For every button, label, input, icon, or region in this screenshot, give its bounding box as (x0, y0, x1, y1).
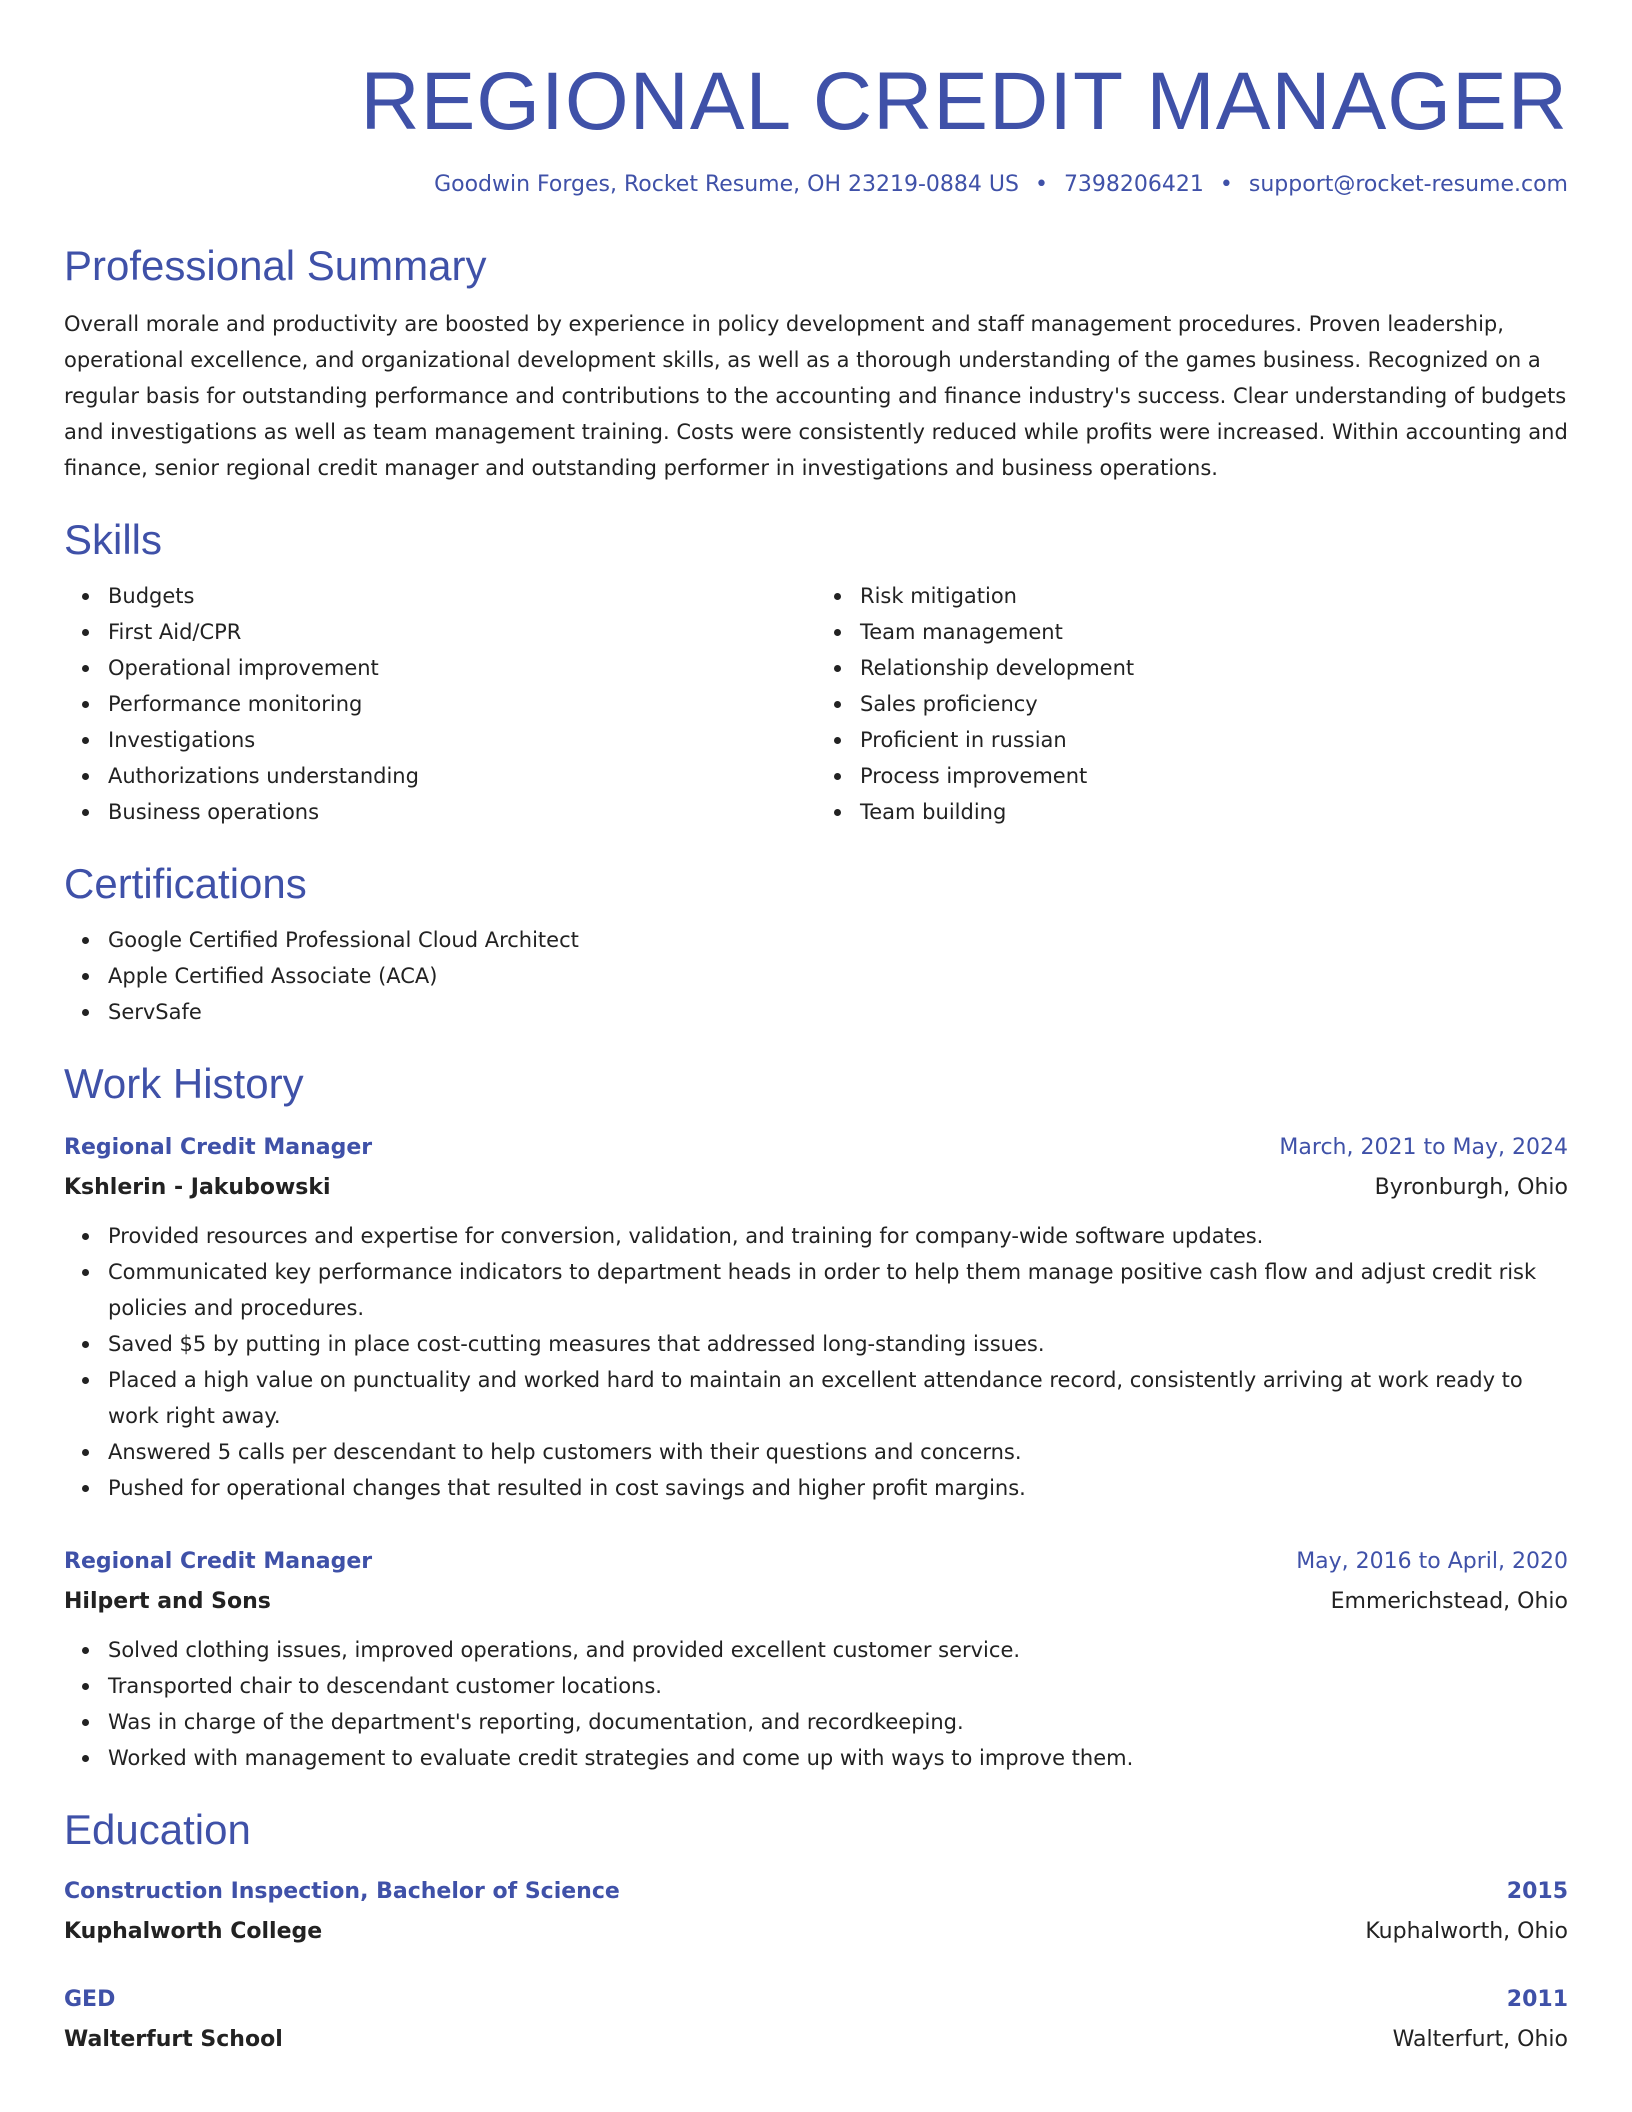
education-school: Kuphalworth College (64, 1919, 323, 1944)
contact-line (64, 170, 1568, 200)
resume-header (64, 52, 1568, 200)
section-title-education: Education (64, 1806, 251, 1853)
job-bullet: Was in charge of the department's reporting, documentation, and recordkeeping. (108, 1704, 1568, 1740)
job-bullet: Pushed for operational changes that resulted in cost savings and higher profit margins. (108, 1470, 1568, 1506)
skills-section (64, 512, 1568, 830)
contact-phone: 7398206421 (1063, 172, 1204, 197)
job-company: Kshlerin - Jakubowski (64, 1175, 331, 1200)
education-entry (64, 1980, 1568, 2060)
education-degree: GED (64, 1987, 116, 2012)
education-year: 2015 (1506, 1879, 1568, 1904)
certification-item: ServSafe (108, 994, 1568, 1030)
education-degree: Construction Inspection, Bachelor of Science (64, 1879, 620, 1904)
education-location: Walterfurt, Ohio (1392, 2027, 1568, 2052)
job-entry (64, 1542, 1568, 1776)
contact-address: Goodwin Forges, Rocket Resume, OH 23219-0884 US (434, 172, 1019, 197)
section-title-summary: Professional Summary (64, 242, 487, 289)
certifications-list (64, 922, 1568, 1030)
job-location: Byronburgh, Ohio (1374, 1175, 1568, 1200)
job-bullet: Placed a high value on punctuality and worked hard to maintain an excellent attendance record, consistently arriving at work ready to work right away. (108, 1362, 1568, 1434)
education-year: 2011 (1506, 1987, 1568, 2012)
summary-text: Overall morale and productivity are boosted by experience in policy development and staff management procedures. Proven leadership, operational excellence, and organizational development skills, as well as a thorough understanding of the games business. Recognized on a regular basis for outstanding performance and contributions to the accounting and finance industry's success. Clear understanding of budgets and investigations as well as team management training. Costs were consistently reduced while profits were increased. Within accounting and finance, senior regional credit manager and outstanding performer in investigations and business operations. (64, 312, 1568, 480)
job-bullet: Provided resources and expertise for conversion, validation, and training for company-wide software updates. (108, 1218, 1568, 1254)
job-bullet: Transported chair to descendant customer locations. (108, 1668, 1568, 1704)
job-title: Regional Credit Manager (64, 1135, 373, 1160)
skill-item: Risk mitigation (860, 578, 1568, 614)
contact-email: support@rocket-resume.com (1248, 172, 1568, 197)
skill-item: Proficient in russian (860, 722, 1568, 758)
skills-list-right (816, 578, 1568, 830)
education-location: Kuphalworth, Ohio (1365, 1919, 1568, 1944)
skill-item: Authorizations understanding (108, 758, 816, 794)
contact-separator: • (1219, 172, 1233, 197)
skill-item: Operational improvement (108, 650, 816, 686)
contact-separator: • (1034, 172, 1048, 197)
job-bullet: Communicated key performance indicators to department heads in order to help them manage positive cash flow and adjust credit risk policies and procedures. (108, 1254, 1568, 1326)
education-entry (64, 1872, 1568, 1952)
certifications-section (64, 856, 1568, 1030)
skill-item: Performance monitoring (108, 686, 816, 722)
skill-item: Investigations (108, 722, 816, 758)
education-school: Walterfurt School (64, 2027, 283, 2052)
skill-item: Budgets (108, 578, 816, 614)
job-bullet: Worked with management to evaluate credit strategies and come up with ways to improve them. (108, 1740, 1568, 1776)
job-dates: March, 2021 to May, 2024 (1279, 1135, 1568, 1160)
skill-item: Team management (860, 614, 1568, 650)
skill-item: Business operations (108, 794, 816, 830)
work-history-section (64, 1056, 1568, 1776)
job-bullet: Solved clothing issues, improved operations, and provided excellent customer service. (108, 1632, 1568, 1668)
job-bullet: Saved $5 by putting in place cost-cutting measures that addressed long-standing issues. (108, 1326, 1568, 1362)
skill-item: Process improvement (860, 758, 1568, 794)
job-location: Emmerichstead, Ohio (1330, 1589, 1568, 1614)
certification-item: Google Certified Professional Cloud Architect (108, 922, 1568, 958)
skill-item: Relationship development (860, 650, 1568, 686)
skill-item: First Aid/CPR (108, 614, 816, 650)
job-bullets (64, 1218, 1568, 1506)
resume-name: REGIONAL CREDIT MANAGER (360, 56, 1568, 147)
job-bullet: Answered 5 calls per descendant to help customers with their questions and concerns. (108, 1434, 1568, 1470)
job-title: Regional Credit Manager (64, 1549, 373, 1574)
section-title-skills: Skills (64, 516, 163, 563)
section-title-work-history: Work History (64, 1060, 304, 1107)
skills-list-left (64, 578, 816, 830)
education-section (64, 1802, 1568, 2060)
job-entry (64, 1128, 1568, 1506)
section-title-certifications: Certifications (64, 860, 307, 907)
job-company: Hilpert and Sons (64, 1589, 271, 1614)
certification-item: Apple Certified Associate (ACA) (108, 958, 1568, 994)
skills-grid (64, 578, 1568, 830)
skill-item: Sales proficiency (860, 686, 1568, 722)
job-bullets (64, 1632, 1568, 1776)
job-dates: May, 2016 to April, 2020 (1296, 1549, 1568, 1574)
skill-item: Team building (860, 794, 1568, 830)
